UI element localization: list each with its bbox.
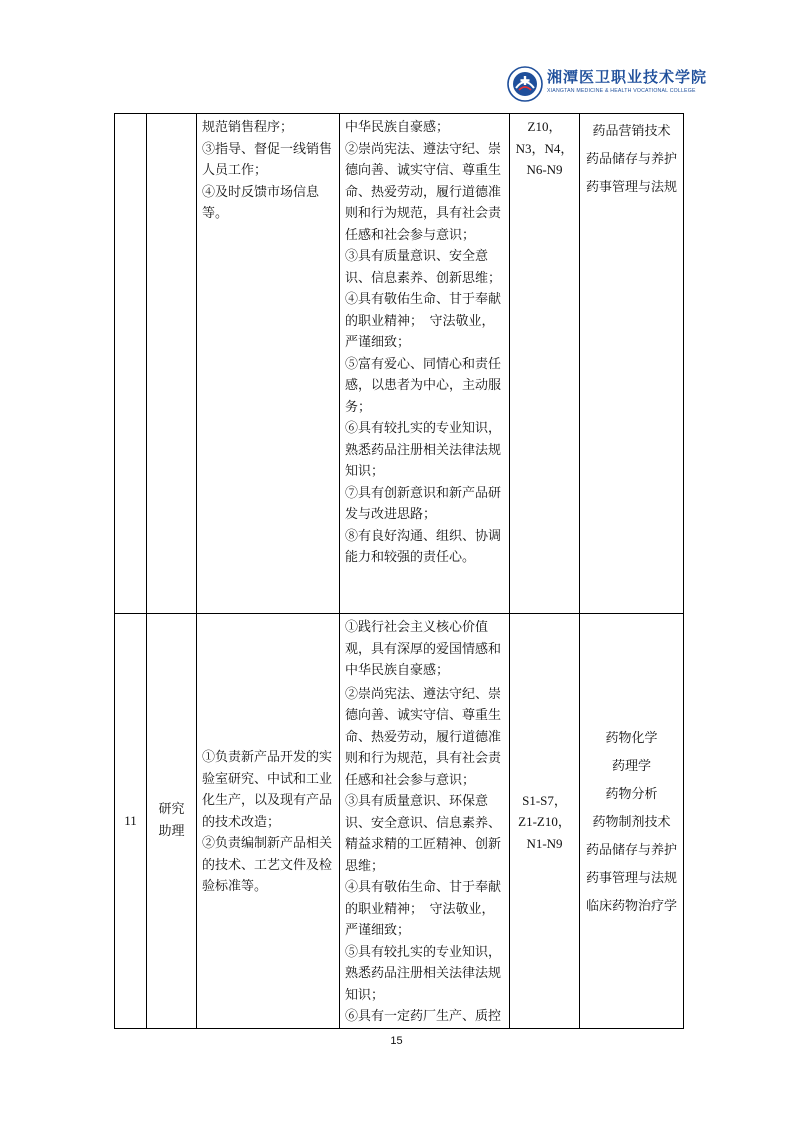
table-row [115, 614, 684, 1029]
course-item: 药事管理与法规 [585, 180, 677, 195]
duties-cell [197, 614, 340, 1029]
course-item: 药理学 [611, 758, 651, 774]
school-seal-icon [507, 66, 543, 102]
courses-cell [580, 114, 684, 614]
quality-item: ④具有敬佑生命、甘于奉献的职业精神； 守法敬业，严谨细致； [345, 292, 502, 350]
quality-item: ⑤具有较扎实的专业知识，熟悉药品注册相关法律法规知识； [345, 944, 502, 1003]
job-table-row-11 [114, 613, 684, 1029]
quality-item: 中华民族自豪感； [345, 120, 450, 135]
duty-item: ④及时反馈市场信息等。 [202, 184, 320, 221]
quality-item: ②崇尚宪法、遵法守纪、崇德向善、诚实守信、尊重生命、热爱劳动，履行道德准则和行为规范，具有社会责任感和社会参与意识； [345, 141, 502, 243]
course-item: 临床药物治疗学 [585, 898, 677, 914]
row-number-cell [115, 114, 147, 614]
duty-item: 规范销售程序； [202, 120, 294, 135]
quality-item: ①践行社会主义核心价值观，具有深厚的爱国情感和中华民族自豪感； [345, 620, 502, 678]
post-line: 助理 [158, 823, 185, 839]
table-row [115, 114, 684, 614]
course-item: 药物分析 [605, 786, 658, 802]
row-number-cell: 11 [115, 614, 147, 1029]
page-number: 15 [390, 1035, 403, 1047]
standard-line: N1-N9 [526, 835, 563, 851]
standard-line: S1-S7， [522, 792, 567, 808]
duty-item: ①负责新产品开发的实验室研究、中试和工业化生产，以及现有产品的技术改造； [202, 750, 333, 830]
post-line: 研究 [158, 802, 185, 818]
standard-line: Z10， [527, 119, 562, 134]
course-item: 药事管理与法规 [585, 870, 677, 886]
standard-line: N3，N4， [515, 140, 574, 156]
qualities-cell [340, 614, 510, 1029]
courses-cell [580, 614, 684, 1029]
standard-line: Z1-Z10， [518, 814, 571, 829]
course-item: 药品储存与养护 [585, 152, 677, 167]
duties-cell [197, 114, 340, 614]
quality-item: ⑥具有较扎实的专业知识，熟悉药品注册相关法律法规知识； [345, 421, 502, 479]
quality-item: ⑤富有爱心、同情心和责任感，以患者为中心，主动服务； [345, 356, 502, 415]
course-item: 药品储存与养护 [585, 842, 677, 858]
qualities-cell [340, 114, 510, 614]
quality-item: ③具有质量意识、安全意识、信息素养、创新思维； [345, 249, 502, 286]
duty-item: ②负责编制新产品相关的技术、工艺文件及检验标准等。 [202, 836, 333, 894]
duty-item: ③指导、督促一线销售人员工作； [202, 141, 333, 178]
standards-cell [510, 114, 580, 614]
standards-cell [510, 614, 580, 1029]
school-name: 湘潭医卫职业技术学院 [547, 68, 708, 86]
standard-line: N6-N9 [526, 162, 563, 177]
course-item: 药物制剂技术 [592, 814, 671, 830]
quality-item: ⑦具有创新意识和新产品研发与改进思路； [345, 485, 502, 522]
quality-item: ⑥具有一定药厂生产、质控 [345, 1009, 502, 1024]
quality-item: ④具有敬佑生命、甘于奉献的职业精神； 守法敬业，严谨细致； [345, 880, 502, 938]
job-table-continued [114, 113, 684, 614]
course-item: 药品营销技术 [592, 124, 671, 139]
school-name-en: XIANGTAN MEDICINE & HEALTH VOCATIONAL COLLEGE [547, 88, 696, 94]
quality-item: ②崇尚宪法、遵法守纪、崇德向善、诚实守信、尊重生命、热爱劳动，履行道德准则和行为规范，具有社会责任感和社会参与意识； [345, 686, 502, 788]
school-logo [507, 64, 708, 104]
post-cell [147, 114, 197, 614]
quality-item: ③具有质量意识、环保意识、安全意识、信息素养、精益求精的工匠精神、创新思维； [345, 794, 502, 874]
course-item: 药物化学 [605, 730, 658, 746]
post-cell [147, 614, 197, 1029]
quality-item: ⑧有良好沟通、组织、协调能力和较强的责任心。 [345, 528, 502, 565]
